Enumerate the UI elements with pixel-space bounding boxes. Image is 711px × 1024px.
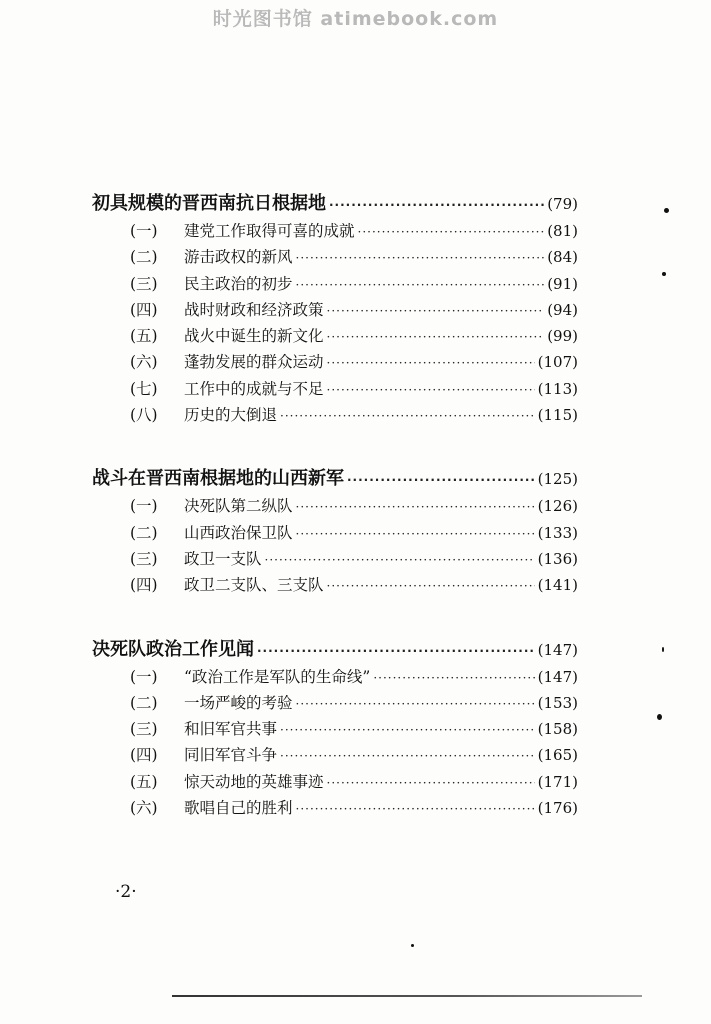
toc-section-3	[92, 636, 578, 822]
entry-title: 歌唱自己的胜利	[184, 799, 293, 818]
dot-leader	[265, 547, 535, 572]
entry-number: (五)	[130, 772, 158, 791]
entry-number: (二)	[130, 693, 158, 712]
entry-number: (三)	[130, 720, 158, 739]
entry-title: 决死队第二纵队	[184, 497, 293, 516]
page-number: (153)	[537, 693, 578, 712]
dot-leader	[327, 350, 535, 375]
entry-title: 工作中的成就与不足	[184, 379, 324, 398]
page-number: (147)	[537, 640, 578, 659]
entry-title: 同旧军官斗争	[184, 746, 278, 765]
dot-leader	[296, 245, 545, 270]
dot-leader	[358, 219, 545, 244]
dot-leader	[257, 637, 535, 664]
dot-leader	[327, 770, 535, 795]
page-number: (136)	[537, 549, 578, 568]
dot-leader	[347, 466, 535, 493]
toc-entry[interactable]	[92, 297, 578, 323]
scan-speck	[411, 944, 414, 947]
dot-leader	[296, 796, 535, 821]
toc-entry[interactable]	[92, 572, 578, 598]
page-number: (115)	[537, 406, 578, 425]
section-title: 战斗在晋西南根据地的山西新军	[92, 468, 344, 490]
page-number: (107)	[537, 353, 578, 372]
entry-title: 游击政权的新风	[184, 248, 293, 267]
entry-number: (三)	[130, 274, 158, 293]
dot-leader	[327, 573, 535, 598]
section-heading[interactable]	[92, 636, 578, 664]
page-folio: ·2·	[115, 882, 137, 902]
entry-title: “政治工作是军队的生命线”	[184, 667, 371, 686]
entry-title: 一场严峻的考验	[184, 693, 293, 712]
page-number: (99)	[547, 327, 578, 346]
entry-number: (一)	[130, 222, 158, 240]
entry-number: (一)	[130, 497, 158, 516]
toc-entry[interactable]	[92, 742, 578, 768]
section-title: 初具规模的晋西南抗日根据地	[92, 193, 326, 214]
entry-title: 政卫二支队、三支队	[184, 576, 324, 595]
entry-title: 政卫一支队	[184, 549, 262, 568]
scan-speck	[662, 647, 664, 652]
scan-speck	[664, 208, 669, 213]
toc-entry[interactable]	[92, 323, 578, 349]
page-number: (84)	[547, 248, 578, 267]
toc-entry[interactable]	[92, 690, 578, 716]
entry-title: 战火中诞生的新文化	[184, 327, 324, 346]
page-number: (133)	[537, 523, 578, 542]
bottom-scan-rule	[172, 995, 642, 997]
entry-number: (七)	[130, 379, 158, 398]
toc-entry[interactable]	[92, 716, 578, 742]
entry-number: (一)	[130, 667, 158, 686]
entry-title: 民主政治的初步	[184, 274, 293, 293]
toc-entry[interactable]	[92, 376, 578, 402]
toc-entry[interactable]	[92, 769, 578, 795]
dot-leader	[280, 743, 535, 768]
page-number: (94)	[547, 300, 578, 319]
toc-entry[interactable]	[92, 795, 578, 821]
page-number: (126)	[537, 497, 578, 516]
entry-number: (五)	[130, 327, 158, 346]
page-number: (165)	[537, 746, 578, 765]
dot-leader	[280, 717, 535, 742]
toc-entry[interactable]	[92, 664, 578, 690]
scan-speck	[662, 272, 666, 276]
entry-number: (六)	[130, 353, 158, 372]
watermark: 时光图书馆 atimebook.com	[212, 8, 499, 30]
dot-leader	[329, 191, 544, 218]
entry-title: 惊天动地的英雄事迹	[184, 772, 324, 791]
dot-leader	[296, 691, 535, 716]
page-number: (176)	[537, 799, 578, 818]
entry-number: (四)	[130, 300, 158, 319]
toc-entry[interactable]	[92, 244, 578, 270]
toc-entry[interactable]	[92, 520, 578, 546]
dot-leader	[296, 272, 545, 297]
entry-number: (二)	[130, 523, 158, 542]
dot-leader	[296, 494, 535, 519]
toc-section-1	[92, 190, 578, 428]
page-number: (79)	[547, 195, 578, 213]
page-number: (81)	[547, 222, 578, 240]
table-of-contents	[92, 190, 578, 821]
toc-entry[interactable]	[92, 546, 578, 572]
entry-title: 战时财政和经济政策	[184, 300, 324, 319]
page-number: (147)	[537, 667, 578, 686]
dot-leader	[373, 665, 534, 690]
entry-title: 历史的大倒退	[184, 406, 278, 425]
page-number: (91)	[547, 274, 578, 293]
dot-leader	[296, 521, 535, 546]
entry-number: (四)	[130, 576, 158, 595]
page-number: (141)	[537, 576, 578, 595]
toc-entry[interactable]	[92, 402, 578, 428]
section-heading[interactable]	[92, 190, 578, 218]
entry-number: (三)	[130, 549, 158, 568]
entry-number: (四)	[130, 746, 158, 765]
dot-leader	[327, 298, 545, 323]
page-number: (171)	[537, 772, 578, 791]
page-number: (158)	[537, 720, 578, 739]
toc-entry[interactable]	[92, 493, 578, 519]
entry-title: 建党工作取得可喜的成就	[184, 222, 355, 240]
entry-number: (二)	[130, 248, 158, 267]
dot-leader	[280, 403, 535, 428]
section-title: 决死队政治工作见闻	[92, 638, 254, 660]
section-heading[interactable]	[92, 465, 578, 493]
toc-section-2	[92, 465, 578, 598]
entry-number: (八)	[130, 406, 158, 425]
entry-title: 山西政治保卫队	[184, 523, 293, 542]
entry-title: 和旧军官共事	[184, 720, 278, 739]
toc-entry[interactable]	[92, 271, 578, 297]
scan-speck	[657, 714, 662, 720]
page-number: (125)	[537, 470, 578, 489]
entry-title: 蓬勃发展的群众运动	[184, 353, 324, 372]
dot-leader	[327, 377, 535, 402]
toc-entry[interactable]	[92, 349, 578, 375]
page-number: (113)	[537, 379, 578, 398]
entry-number: (六)	[130, 799, 158, 818]
toc-entry[interactable]	[92, 218, 578, 244]
dot-leader	[327, 324, 545, 349]
